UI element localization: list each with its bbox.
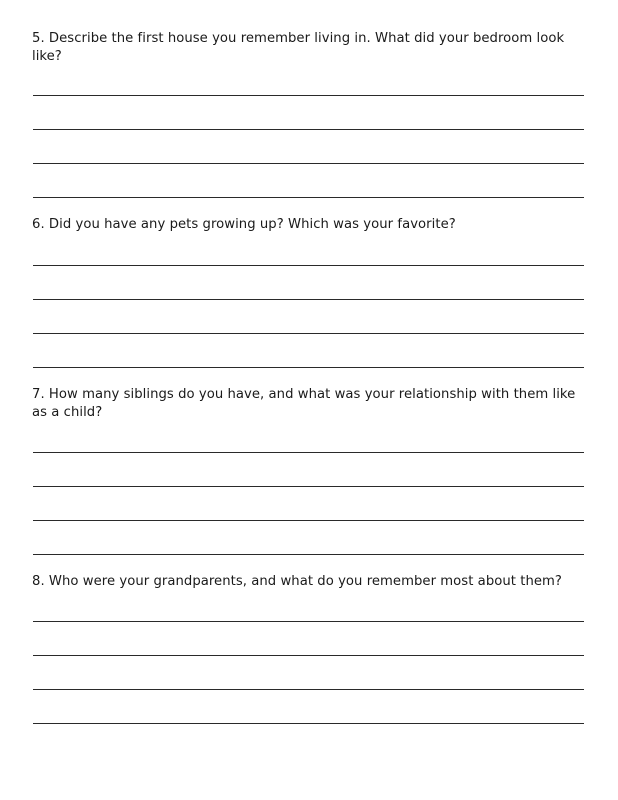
answer-line[interactable] xyxy=(33,197,584,198)
answer-line[interactable] xyxy=(33,333,584,334)
answer-line[interactable] xyxy=(33,163,584,164)
answer-line[interactable] xyxy=(33,265,584,266)
answer-line[interactable] xyxy=(33,367,584,368)
answer-line[interactable] xyxy=(33,554,584,555)
answer-line[interactable] xyxy=(33,621,584,622)
answer-line[interactable] xyxy=(33,95,584,96)
answer-line[interactable] xyxy=(33,689,584,690)
question-8-prompt: 8. Who were your grandparents, and what do you remember most about them? xyxy=(32,574,562,589)
question-7-prompt: 7. How many siblings do you have, and what was your relationship with them like as a child? xyxy=(32,387,576,420)
answer-line[interactable] xyxy=(33,655,584,656)
answer-line[interactable] xyxy=(33,486,584,487)
question-6-prompt: 6. Did you have any pets growing up? Which was your favorite? xyxy=(32,217,456,232)
question-5-prompt: 5. Describe the first house you remember living in. What did your bedroom look like? xyxy=(32,31,565,64)
answer-line[interactable] xyxy=(33,452,584,453)
answer-line[interactable] xyxy=(33,520,584,521)
answer-line[interactable] xyxy=(33,723,584,724)
answer-line[interactable] xyxy=(33,299,584,300)
answer-line[interactable] xyxy=(33,129,584,130)
